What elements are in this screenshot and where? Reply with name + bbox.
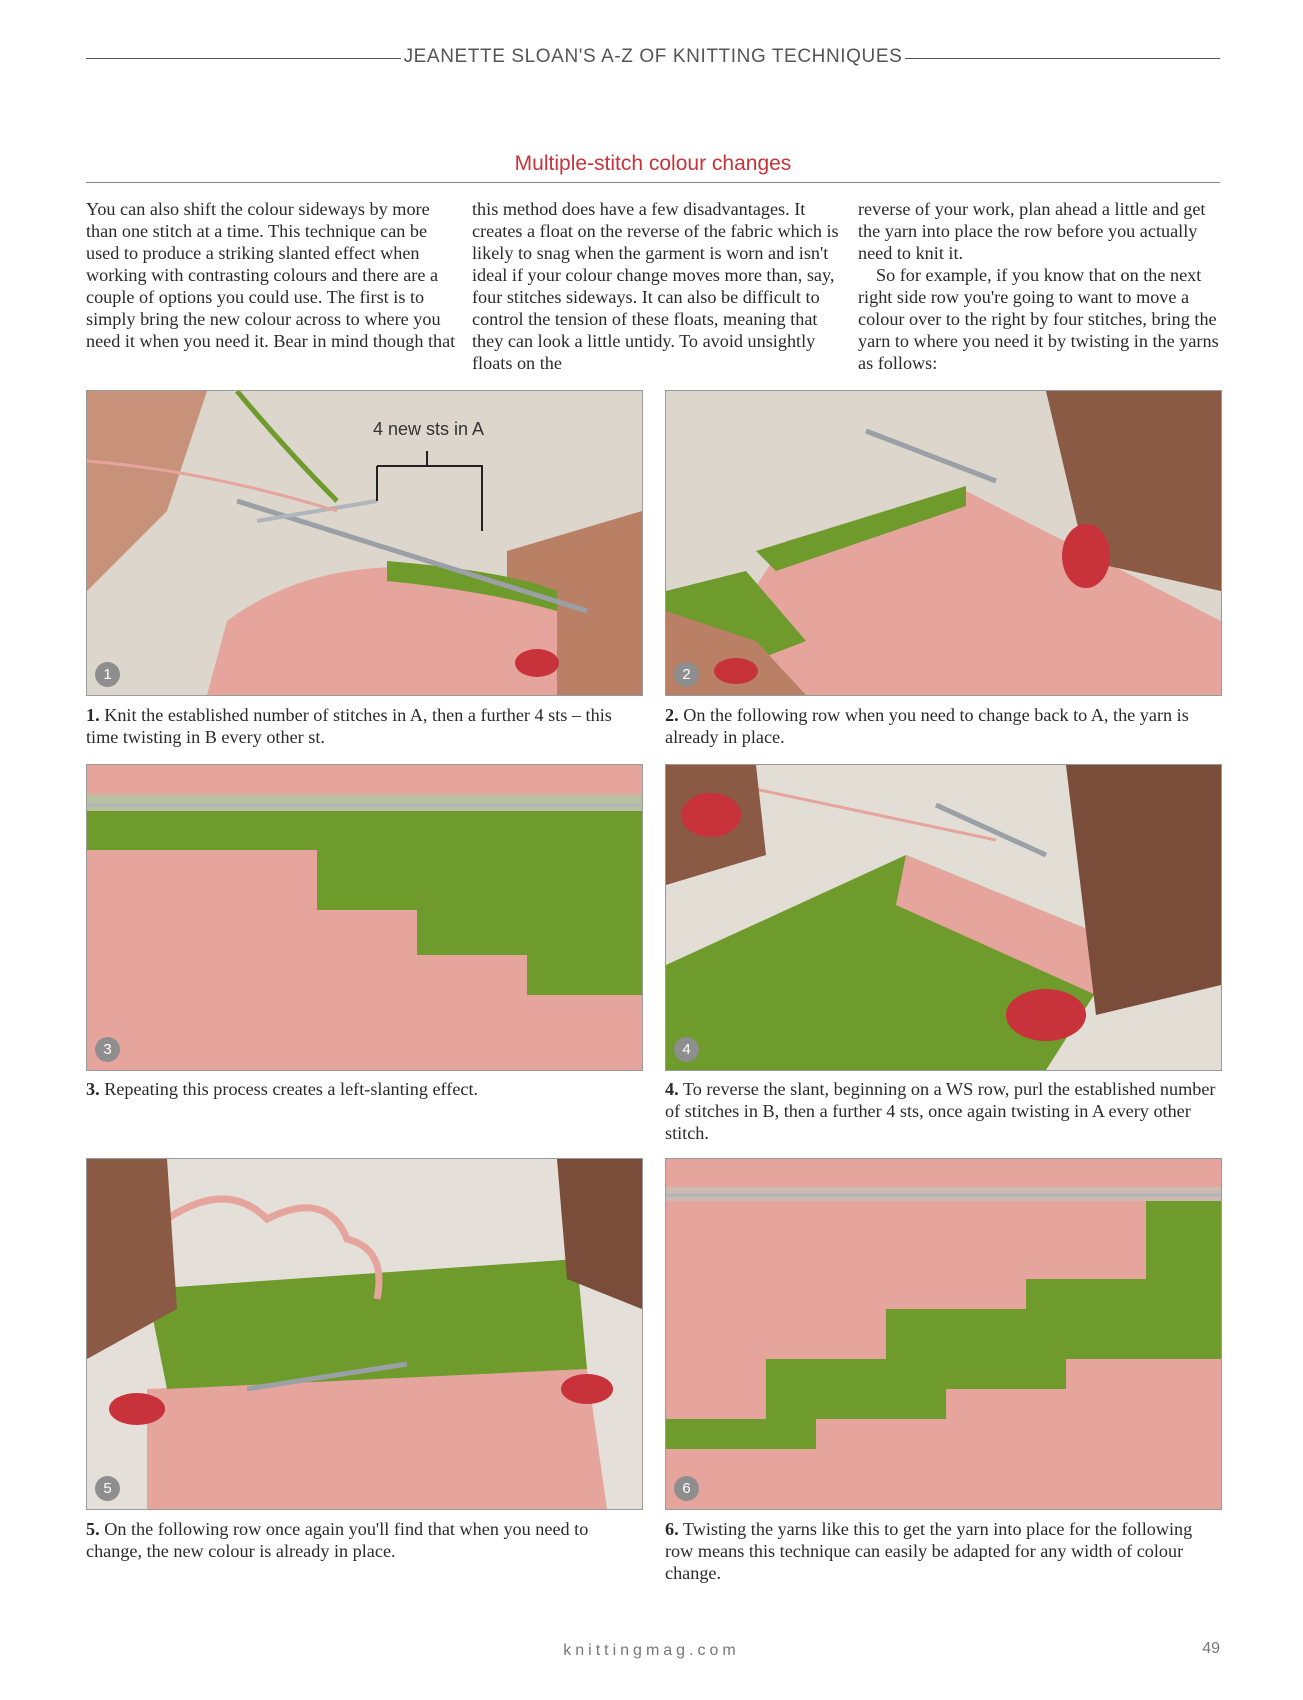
knitting-photo-1 (87, 391, 642, 695)
body-paragraph: You can also shift the colour sideways by more than one stitch at a time. This technique can be used to produce a striking slanted effect when working with contrasting colours and there are a couple of options you could use. The first is to simply bring the new colour across to where you need it when you need it. Bear in mind though that (86, 199, 456, 351)
photo-step-1 (86, 390, 643, 696)
running-header (86, 46, 1220, 74)
body-paragraph: reverse of your work, plan ahead a little and get the yarn into place the row before you actually need to knit it. (858, 199, 1206, 263)
knitting-photo-6 (666, 1159, 1221, 1509)
step-badge: 1 (95, 662, 120, 687)
photo-step-5 (86, 1158, 643, 1510)
page-number: 49 (1202, 1640, 1220, 1657)
caption-text: To reverse the slant, beginning on a WS row, purl the established number of stitches in B, then a further 4 sts, once again twisting in A every other stitch. (665, 1079, 1216, 1143)
caption-number: 4. (665, 1079, 679, 1099)
body-paragraph: So for example, if you know that on the next right side row you're going to want to move a colour over to the right by four stitches, bring the yarn to where you need it by twisting in the yarns as follows: (858, 265, 1219, 373)
step-badge: 6 (674, 1476, 699, 1501)
photo-step-2 (665, 390, 1222, 696)
caption-step-2 (665, 704, 1225, 748)
photo-step-4 (665, 764, 1222, 1071)
caption-text: On the following row once again you'll find that when you need to change, the new colour is already in place. (86, 1519, 589, 1561)
step-badge: 3 (95, 1037, 120, 1062)
caption-number: 6. (665, 1519, 679, 1539)
caption-step-5 (86, 1518, 646, 1562)
caption-step-3 (86, 1078, 646, 1100)
header-title: JEANETTE SLOAN'S A-Z OF KNITTING TECHNIQUES (403, 46, 903, 67)
caption-text: On the following row when you need to change back to A, the yarn is already in place. (665, 705, 1189, 747)
step-badge: 4 (674, 1037, 699, 1062)
stitch-annotation-label: 4 new sts in A (373, 419, 485, 439)
body-column-1 (86, 198, 456, 352)
caption-step-4 (665, 1078, 1225, 1144)
caption-text: Twisting the yarns like this to get the yarn into place for the following row means this technique can easily be adapted for any width of colour change. (665, 1519, 1193, 1583)
step-badge: 5 (95, 1476, 120, 1501)
body-column-2 (472, 198, 842, 374)
caption-number: 1. (86, 705, 100, 725)
photo-step-3 (86, 764, 643, 1071)
caption-text: Knit the established number of stitches in A, then a further 4 sts – this time twisting in B every other st. (86, 705, 612, 747)
knitting-photo-5 (87, 1159, 642, 1509)
caption-number: 5. (86, 1519, 100, 1539)
body-paragraph: this method does have a few disadvantages. It creates a float on the reverse of the fabric which is likely to snag when the garment is worn and isn't ideal if your colour change moves more than, say, four stitches sideways. It can also be difficult to control the tension of these floats, meaning that they can look a little untidy. To avoid unsightly floats on the (472, 199, 839, 373)
caption-step-1 (86, 704, 646, 748)
body-column-3 (858, 198, 1228, 374)
knitting-photo-3 (87, 765, 642, 1070)
photo-step-6 (665, 1158, 1222, 1510)
header-rule-right (905, 58, 1220, 59)
footer-website: knittingmag.com (563, 1642, 740, 1659)
step-badge: 2 (674, 662, 699, 687)
section-rule (86, 182, 1220, 183)
caption-number: 2. (665, 705, 679, 725)
knitting-photo-4 (666, 765, 1221, 1070)
caption-number: 3. (86, 1079, 100, 1099)
section-heading: Multiple-stitch colour changes (514, 152, 792, 175)
caption-step-6 (665, 1518, 1225, 1584)
knitting-photo-2 (666, 391, 1221, 695)
caption-text: Repeating this process creates a left-slanting effect. (104, 1079, 479, 1099)
